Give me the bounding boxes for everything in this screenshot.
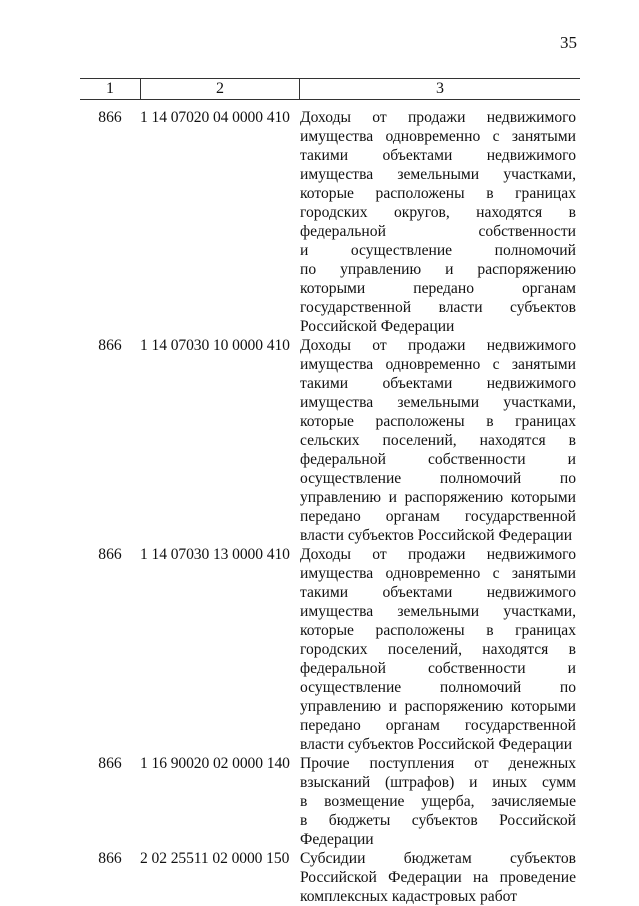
revenue-description — [300, 849, 576, 906]
description-line: Российской Федерации — [300, 318, 455, 335]
description-line: Доходы от продажи недвижимого — [300, 546, 576, 563]
description-line: взысканий (штрафов) и иных сумм — [300, 774, 576, 791]
description-line: осуществление полномочий по — [300, 470, 576, 487]
column-header-3: 3 — [436, 80, 444, 97]
description-line: имущества одновременно с занятыми — [300, 565, 576, 582]
description-line: городских поселений, находятся в — [300, 641, 576, 658]
description-line: власти субъектов Российской Федерации — [300, 736, 573, 753]
revenue-description — [300, 108, 576, 336]
description-line: осуществление полномочий по — [300, 679, 576, 696]
revenue-codes-table — [80, 78, 580, 906]
description-line: которые расположены в границах — [300, 622, 576, 639]
description-line: передано органам государственной — [300, 717, 576, 734]
admin-code: 866 — [98, 850, 122, 867]
revenue-description — [300, 754, 576, 849]
description-line: Субсидии бюджетам субъектов — [300, 850, 576, 867]
description-line: власти субъектов Российской Федерации — [300, 527, 573, 544]
table-row — [80, 849, 580, 906]
description-line: Прочие поступления от денежных — [300, 755, 576, 772]
table-row — [80, 336, 580, 545]
description-line: в бюджеты субъектов Российской — [300, 812, 576, 829]
description-line: Доходы от продажи недвижимого — [300, 337, 576, 354]
admin-code: 866 — [98, 755, 122, 772]
column-header-1: 1 — [80, 79, 141, 99]
revenue-code: 1 14 07020 04 0000 410 — [140, 109, 290, 126]
description-line: федеральной собственности и — [300, 451, 576, 468]
revenue-code: 1 14 07030 13 0000 410 — [140, 546, 290, 563]
description-line: федеральной собственности — [300, 223, 576, 240]
table-body — [80, 108, 580, 906]
description-line: имущества одновременно с занятыми — [300, 356, 576, 373]
description-line: которые расположены в границах — [300, 413, 576, 430]
column-header-2: 2 — [141, 79, 300, 99]
page-number: 35 — [560, 33, 577, 52]
description-line: Российской Федерации на проведение — [300, 869, 576, 886]
revenue-code: 2 02 25511 02 0000 150 — [140, 850, 290, 867]
description-line: городских округов, находятся в — [300, 204, 576, 221]
revenue-description — [300, 336, 576, 545]
description-line: имущества земельными участками, — [300, 166, 576, 183]
description-line: такими объектами недвижимого — [300, 584, 576, 601]
admin-code: 866 — [98, 546, 122, 563]
table-header — [80, 78, 580, 100]
description-line: которые расположены в границах — [300, 185, 576, 202]
description-line: такими объектами недвижимого — [300, 147, 576, 164]
description-line: государственной власти субъектов — [300, 299, 576, 316]
description-line: комплексных кадастровых работ — [300, 888, 518, 905]
table-row — [80, 108, 580, 336]
table-row — [80, 545, 580, 754]
description-line: Федерации — [300, 831, 374, 848]
admin-code: 866 — [98, 109, 122, 126]
description-line: которыми передано органам — [300, 280, 576, 297]
description-line: имущества одновременно с занятыми — [300, 128, 576, 145]
description-line: федеральной собственности и — [300, 660, 576, 677]
description-line: управлению и распоряжению которыми — [300, 698, 576, 715]
description-line: такими объектами недвижимого — [300, 375, 576, 392]
description-line: имущества земельными участками, — [300, 603, 576, 620]
description-line: передано органам государственной — [300, 508, 576, 525]
description-line: сельских поселений, находятся в — [300, 432, 576, 449]
revenue-code: 1 16 90020 02 0000 140 — [140, 755, 290, 772]
admin-code: 866 — [98, 337, 122, 354]
description-line: Доходы от продажи недвижимого — [300, 109, 576, 126]
revenue-code: 1 14 07030 10 0000 410 — [140, 337, 290, 354]
description-line: по управлению и распоряжению — [300, 261, 576, 278]
table-row — [80, 754, 580, 849]
description-line: в возмещение ущерба, зачисляемые — [300, 793, 576, 810]
description-line: и осуществление полномочий — [300, 242, 576, 259]
description-line: имущества земельными участками, — [300, 394, 576, 411]
revenue-description — [300, 545, 576, 754]
description-line: управлению и распоряжению которыми — [300, 489, 576, 506]
